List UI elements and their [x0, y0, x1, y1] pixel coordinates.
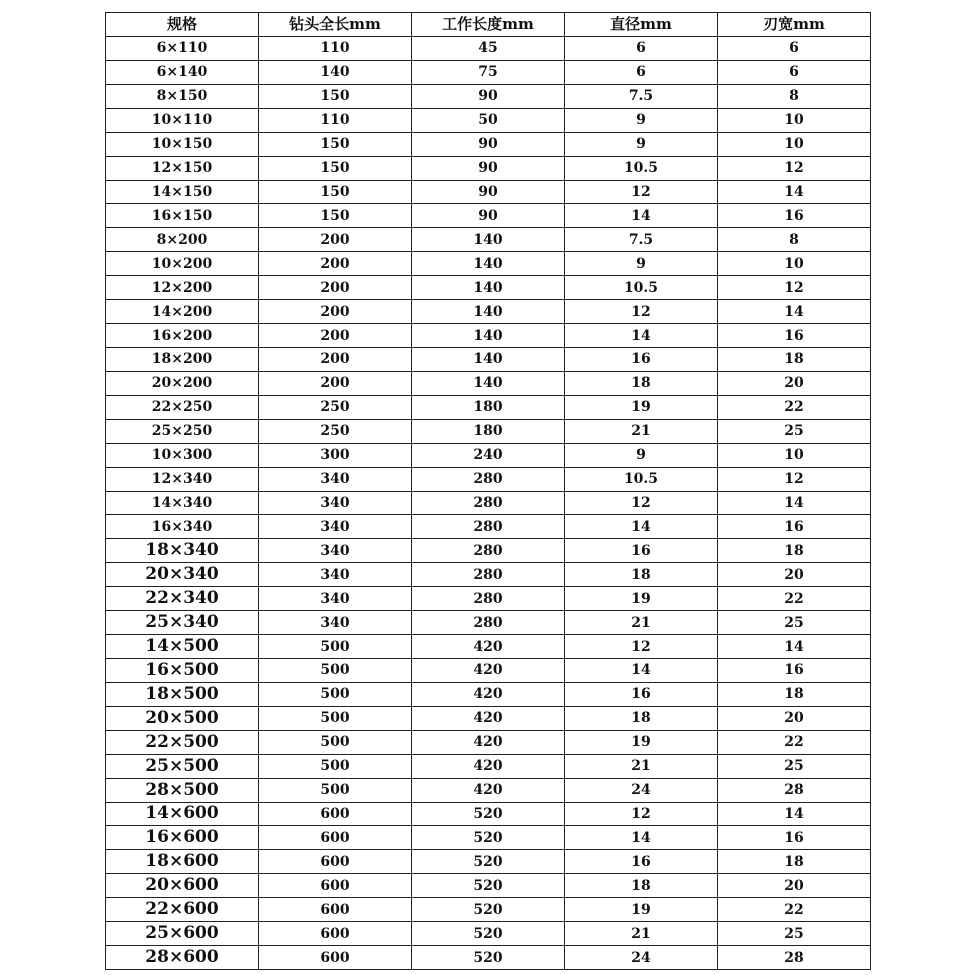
total-length-cell: 150: [259, 84, 412, 108]
spec-cell: 20×340: [106, 563, 259, 587]
diameter-cell: 19: [565, 898, 718, 922]
working-length-cell: 140: [412, 276, 565, 300]
spec-cell: 14×200: [106, 300, 259, 324]
working-length-cell: 520: [412, 898, 565, 922]
table-row: [106, 37, 871, 61]
diameter-cell: 21: [565, 419, 718, 443]
table-row: [106, 467, 871, 491]
blade-width-cell: 18: [718, 850, 871, 874]
working-length-cell: 140: [412, 228, 565, 252]
spec-cell: 8×200: [106, 228, 259, 252]
total-length-cell: 500: [259, 778, 412, 802]
total-length-cell: 600: [259, 922, 412, 946]
diameter-cell: 18: [565, 563, 718, 587]
blade-width-cell: 25: [718, 419, 871, 443]
diameter-cell: 21: [565, 754, 718, 778]
working-length-cell: 420: [412, 730, 565, 754]
diameter-cell: 24: [565, 778, 718, 802]
diameter-cell: 19: [565, 395, 718, 419]
table-row: [106, 419, 871, 443]
blade-width-cell: 28: [718, 778, 871, 802]
blade-width-cell: 16: [718, 658, 871, 682]
blade-width-cell: 16: [718, 826, 871, 850]
header-blade-width: 刃宽mm: [718, 13, 871, 37]
diameter-cell: 12: [565, 491, 718, 515]
spec-cell: 12×340: [106, 467, 259, 491]
working-length-cell: 420: [412, 682, 565, 706]
spec-cell: 25×250: [106, 419, 259, 443]
spec-cell: 28×500: [106, 778, 259, 802]
blade-width-cell: 12: [718, 276, 871, 300]
working-length-cell: 180: [412, 395, 565, 419]
table-row: [106, 324, 871, 348]
diameter-cell: 16: [565, 539, 718, 563]
blade-width-cell: 20: [718, 371, 871, 395]
blade-width-cell: 22: [718, 898, 871, 922]
working-length-cell: 280: [412, 587, 565, 611]
table-row: [106, 946, 871, 970]
spec-cell: 14×340: [106, 491, 259, 515]
table-row: [106, 371, 871, 395]
diameter-cell: 10.5: [565, 276, 718, 300]
table-row: [106, 395, 871, 419]
total-length-cell: 110: [259, 37, 412, 61]
blade-width-cell: 8: [718, 228, 871, 252]
diameter-cell: 24: [565, 946, 718, 970]
table-row: [106, 252, 871, 276]
spec-cell: 18×340: [106, 539, 259, 563]
table-row: [106, 60, 871, 84]
working-length-cell: 140: [412, 371, 565, 395]
diameter-cell: 19: [565, 730, 718, 754]
table-row: [106, 587, 871, 611]
blade-width-cell: 22: [718, 395, 871, 419]
diameter-cell: 18: [565, 874, 718, 898]
spec-cell: 25×600: [106, 922, 259, 946]
diameter-cell: 16: [565, 850, 718, 874]
table-row: [106, 108, 871, 132]
table-row: [106, 515, 871, 539]
blade-width-cell: 8: [718, 84, 871, 108]
blade-width-cell: 16: [718, 204, 871, 228]
diameter-cell: 12: [565, 635, 718, 659]
blade-width-cell: 25: [718, 922, 871, 946]
diameter-cell: 14: [565, 826, 718, 850]
diameter-cell: 12: [565, 802, 718, 826]
spec-cell: 10×110: [106, 108, 259, 132]
working-length-cell: 280: [412, 467, 565, 491]
table-row: [106, 204, 871, 228]
diameter-cell: 6: [565, 37, 718, 61]
blade-width-cell: 20: [718, 874, 871, 898]
total-length-cell: 340: [259, 539, 412, 563]
diameter-cell: 14: [565, 515, 718, 539]
blade-width-cell: 14: [718, 802, 871, 826]
total-length-cell: 340: [259, 611, 412, 635]
blade-width-cell: 14: [718, 491, 871, 515]
table-row: [106, 228, 871, 252]
working-length-cell: 90: [412, 204, 565, 228]
total-length-cell: 200: [259, 371, 412, 395]
working-length-cell: 520: [412, 826, 565, 850]
working-length-cell: 140: [412, 252, 565, 276]
working-length-cell: 240: [412, 443, 565, 467]
blade-width-cell: 22: [718, 587, 871, 611]
diameter-cell: 12: [565, 180, 718, 204]
spec-cell: 18×200: [106, 347, 259, 371]
spec-cell: 22×600: [106, 898, 259, 922]
spec-cell: 12×200: [106, 276, 259, 300]
header-working-length: 工作长度mm: [412, 13, 565, 37]
table-row: [106, 802, 871, 826]
working-length-cell: 520: [412, 946, 565, 970]
total-length-cell: 250: [259, 419, 412, 443]
spec-cell: 25×500: [106, 754, 259, 778]
drill-spec-table: [105, 12, 871, 970]
header-total-length: 钻头全长mm: [259, 13, 412, 37]
table-row: [106, 658, 871, 682]
spec-cell: 16×500: [106, 658, 259, 682]
diameter-cell: 9: [565, 252, 718, 276]
table-row: [106, 132, 871, 156]
spec-cell: 6×110: [106, 37, 259, 61]
diameter-cell: 9: [565, 108, 718, 132]
table-row: [106, 922, 871, 946]
table-row: [106, 730, 871, 754]
total-length-cell: 200: [259, 228, 412, 252]
total-length-cell: 150: [259, 180, 412, 204]
working-length-cell: 280: [412, 611, 565, 635]
header-diameter: 直径mm: [565, 13, 718, 37]
blade-width-cell: 18: [718, 347, 871, 371]
blade-width-cell: 16: [718, 515, 871, 539]
blade-width-cell: 14: [718, 300, 871, 324]
diameter-cell: 19: [565, 587, 718, 611]
working-length-cell: 280: [412, 539, 565, 563]
blade-width-cell: 22: [718, 730, 871, 754]
spec-cell: 18×500: [106, 682, 259, 706]
working-length-cell: 520: [412, 850, 565, 874]
total-length-cell: 200: [259, 276, 412, 300]
total-length-cell: 150: [259, 132, 412, 156]
diameter-cell: 10.5: [565, 467, 718, 491]
table-row: [106, 611, 871, 635]
total-length-cell: 600: [259, 874, 412, 898]
blade-width-cell: 25: [718, 611, 871, 635]
diameter-cell: 18: [565, 371, 718, 395]
diameter-cell: 14: [565, 324, 718, 348]
spec-cell: 16×340: [106, 515, 259, 539]
table-row: [106, 635, 871, 659]
table-row: [106, 563, 871, 587]
spec-cell: 6×140: [106, 60, 259, 84]
blade-width-cell: 10: [718, 132, 871, 156]
working-length-cell: 140: [412, 300, 565, 324]
total-length-cell: 340: [259, 563, 412, 587]
header-spec: 规格: [106, 13, 259, 37]
spec-cell: 14×150: [106, 180, 259, 204]
table-row: [106, 156, 871, 180]
total-length-cell: 340: [259, 515, 412, 539]
diameter-cell: 18: [565, 706, 718, 730]
spec-cell: 16×200: [106, 324, 259, 348]
spec-cell: 16×150: [106, 204, 259, 228]
blade-width-cell: 28: [718, 946, 871, 970]
diameter-cell: 9: [565, 132, 718, 156]
working-length-cell: 280: [412, 491, 565, 515]
spec-cell: 28×600: [106, 946, 259, 970]
spec-cell: 14×600: [106, 802, 259, 826]
diameter-cell: 14: [565, 204, 718, 228]
diameter-cell: 7.5: [565, 228, 718, 252]
blade-width-cell: 16: [718, 324, 871, 348]
blade-width-cell: 14: [718, 180, 871, 204]
total-length-cell: 200: [259, 252, 412, 276]
total-length-cell: 340: [259, 467, 412, 491]
working-length-cell: 75: [412, 60, 565, 84]
total-length-cell: 200: [259, 300, 412, 324]
blade-width-cell: 10: [718, 443, 871, 467]
working-length-cell: 140: [412, 347, 565, 371]
spec-cell: 12×150: [106, 156, 259, 180]
diameter-cell: 6: [565, 60, 718, 84]
table-row: [106, 706, 871, 730]
working-length-cell: 280: [412, 515, 565, 539]
spec-cell: 20×200: [106, 371, 259, 395]
working-length-cell: 90: [412, 180, 565, 204]
total-length-cell: 600: [259, 898, 412, 922]
diameter-cell: 21: [565, 922, 718, 946]
diameter-cell: 10.5: [565, 156, 718, 180]
spec-cell: 22×500: [106, 730, 259, 754]
table-row: [106, 850, 871, 874]
total-length-cell: 500: [259, 682, 412, 706]
diameter-cell: 9: [565, 443, 718, 467]
spec-cell: 16×600: [106, 826, 259, 850]
blade-width-cell: 20: [718, 563, 871, 587]
spec-cell: 8×150: [106, 84, 259, 108]
working-length-cell: 420: [412, 658, 565, 682]
total-length-cell: 500: [259, 754, 412, 778]
blade-width-cell: 25: [718, 754, 871, 778]
diameter-cell: 14: [565, 658, 718, 682]
working-length-cell: 520: [412, 874, 565, 898]
total-length-cell: 140: [259, 60, 412, 84]
diameter-cell: 16: [565, 682, 718, 706]
total-length-cell: 300: [259, 443, 412, 467]
table-row: [106, 347, 871, 371]
diameter-cell: 16: [565, 347, 718, 371]
table-row: [106, 778, 871, 802]
table-row: [106, 898, 871, 922]
total-length-cell: 600: [259, 802, 412, 826]
total-length-cell: 500: [259, 635, 412, 659]
table-row: [106, 682, 871, 706]
working-length-cell: 520: [412, 922, 565, 946]
spec-cell: 22×340: [106, 587, 259, 611]
table-header-row: [106, 13, 871, 37]
total-length-cell: 600: [259, 850, 412, 874]
table-row: [106, 874, 871, 898]
working-length-cell: 50: [412, 108, 565, 132]
table-row: [106, 443, 871, 467]
working-length-cell: 180: [412, 419, 565, 443]
working-length-cell: 280: [412, 563, 565, 587]
blade-width-cell: 10: [718, 108, 871, 132]
working-length-cell: 420: [412, 778, 565, 802]
total-length-cell: 200: [259, 324, 412, 348]
blade-width-cell: 12: [718, 467, 871, 491]
blade-width-cell: 6: [718, 37, 871, 61]
table-row: [106, 276, 871, 300]
working-length-cell: 420: [412, 754, 565, 778]
total-length-cell: 250: [259, 395, 412, 419]
total-length-cell: 340: [259, 491, 412, 515]
blade-width-cell: 18: [718, 539, 871, 563]
table-body: [106, 37, 871, 970]
blade-width-cell: 20: [718, 706, 871, 730]
spec-cell: 10×150: [106, 132, 259, 156]
table-row: [106, 84, 871, 108]
table-row: [106, 539, 871, 563]
total-length-cell: 500: [259, 730, 412, 754]
working-length-cell: 420: [412, 635, 565, 659]
table-row: [106, 180, 871, 204]
diameter-cell: 12: [565, 300, 718, 324]
diameter-cell: 7.5: [565, 84, 718, 108]
working-length-cell: 90: [412, 156, 565, 180]
table-row: [106, 754, 871, 778]
spec-cell: 10×200: [106, 252, 259, 276]
working-length-cell: 520: [412, 802, 565, 826]
total-length-cell: 150: [259, 156, 412, 180]
blade-width-cell: 14: [718, 635, 871, 659]
spec-cell: 20×600: [106, 874, 259, 898]
spec-cell: 25×340: [106, 611, 259, 635]
table-row: [106, 300, 871, 324]
total-length-cell: 150: [259, 204, 412, 228]
blade-width-cell: 18: [718, 682, 871, 706]
total-length-cell: 500: [259, 706, 412, 730]
spec-cell: 20×500: [106, 706, 259, 730]
spec-cell: 10×300: [106, 443, 259, 467]
blade-width-cell: 6: [718, 60, 871, 84]
table-row: [106, 491, 871, 515]
total-length-cell: 200: [259, 347, 412, 371]
working-length-cell: 90: [412, 132, 565, 156]
diameter-cell: 21: [565, 611, 718, 635]
spec-cell: 14×500: [106, 635, 259, 659]
total-length-cell: 110: [259, 108, 412, 132]
working-length-cell: 45: [412, 37, 565, 61]
working-length-cell: 420: [412, 706, 565, 730]
table-row: [106, 826, 871, 850]
blade-width-cell: 12: [718, 156, 871, 180]
working-length-cell: 140: [412, 324, 565, 348]
spec-cell: 18×600: [106, 850, 259, 874]
total-length-cell: 500: [259, 658, 412, 682]
working-length-cell: 90: [412, 84, 565, 108]
total-length-cell: 600: [259, 826, 412, 850]
spec-cell: 22×250: [106, 395, 259, 419]
total-length-cell: 340: [259, 587, 412, 611]
blade-width-cell: 10: [718, 252, 871, 276]
total-length-cell: 600: [259, 946, 412, 970]
